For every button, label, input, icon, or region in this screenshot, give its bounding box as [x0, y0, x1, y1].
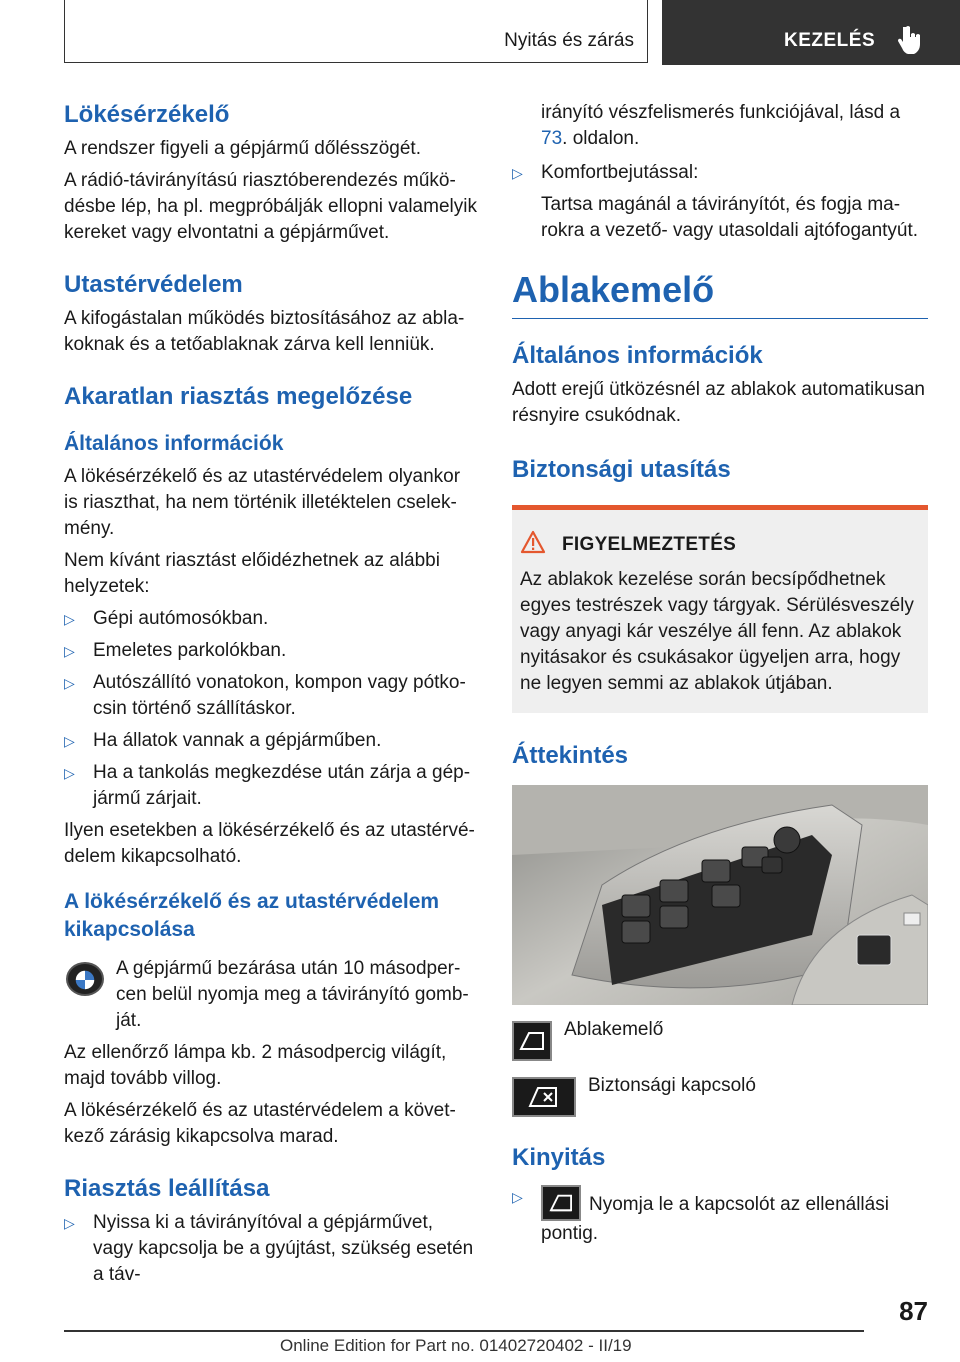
- triangle-bullet-icon: ▷: [64, 675, 75, 691]
- list-item: ▷ Ha állatok vannak a gépjárműben.: [64, 728, 478, 754]
- paragraph: A kifogástalan működés biztosításához az ablakoknak és a tetőablaknak zárva kell lenniük.: [64, 308, 465, 355]
- paragraph: Adott erejű ütközésnél az ablakok automatikusan résnyire csukódnak.: [512, 379, 925, 426]
- legend-label: Ablakemelő: [564, 1019, 664, 1040]
- window-lifter-icon: [541, 1185, 581, 1221]
- left-column: [64, 100, 478, 1294]
- heading-safety-note: Biztonsági utasítás: [512, 456, 731, 483]
- paragraph: Tartsa magánál a távirányítót, és fogja marokra a vezető- vagy utasoldali ajtófogantyút.: [541, 194, 919, 241]
- list-item: ▷ Ha a tankolás megkezdése után zárja a gépjármű zárjait.: [64, 762, 471, 809]
- triangle-bullet-icon: ▷: [64, 733, 75, 749]
- heading-avoid-false-alarm: Akaratlan riasztás megelőzése: [64, 383, 413, 410]
- safety-switch-icon: [512, 1077, 576, 1117]
- paragraph: A rendszer figyeli a gépjármű dőlésszögét.: [64, 138, 421, 159]
- edition-text: Online Edition for Part no. 01402720402 - II/19: [280, 1336, 632, 1355]
- paragraph: Nem kívánt riasztást előidézhetnek az alábbi helyzetek:: [64, 550, 440, 597]
- page-number: 87: [899, 1296, 928, 1326]
- paragraph: Az ellenőrző lámpa kb. 2 másodpercig világít, majd tovább villog.: [64, 1042, 447, 1089]
- paragraph: A gépjármű bezárása után 10 másodpercen belül nyomja meg a távirányító gombját.: [116, 958, 469, 1031]
- hand-pointer-icon: [897, 25, 923, 60]
- chapter-title: Ablakemelő: [512, 268, 928, 319]
- list-item: ▷ Autószállító vonatokon, kompon vagy pótkocsin történő szállításkor.: [64, 672, 466, 719]
- triangle-bullet-icon: ▷: [64, 1215, 75, 1231]
- heading-stop-alarm: Riasztás leállítása: [64, 1175, 270, 1202]
- heading-open: Kinyitás: [512, 1144, 606, 1171]
- triangle-bullet-icon: ▷: [64, 765, 75, 781]
- paragraph: A rádió-távirányítású riasztóberendezés működésbe lép, ha pl. megpróbálják ellopni valamelyik kereket vagy elvontatni a gépjárművet.: [64, 170, 477, 243]
- warning-box: [512, 505, 928, 713]
- continued-text: irányító vészfelismerés funkciójával, lásd a 73. oldalon.: [541, 102, 901, 149]
- list-item: ▷ Nyissa ki a távirányítóval a gépjárművet, vagy kapcsolja be a gyújtást, szükség esetén a táv-: [64, 1212, 474, 1285]
- warning-triangle-icon: [520, 530, 546, 559]
- chapter-tab-label: KEZELÉS: [784, 30, 876, 51]
- heading-deactivate: A lökésérzékelő és az utastérvédelem kikapcsolása: [64, 890, 440, 941]
- triangle-bullet-icon: ▷: [512, 165, 523, 181]
- page-link[interactable]: 73: [541, 128, 563, 149]
- heading-shock-sensor: Lökésérzékelő: [64, 101, 230, 128]
- list-item: ▷ Gépi autómosókban.: [64, 606, 478, 632]
- legend-safety-switch: [512, 1077, 928, 1117]
- heading-interior-protection: Utastérvédelem: [64, 271, 243, 298]
- warning-title: FIGYELMEZTETÉS: [562, 533, 737, 555]
- instruction-text: Nyomja le a kapcsolót az ellenállási pontig.: [541, 1194, 889, 1244]
- situation-list: [64, 606, 478, 812]
- window-lifter-icon: [512, 1021, 552, 1061]
- legend-window-lifter: [512, 1021, 928, 1061]
- comfort-list: [512, 160, 928, 244]
- warning-header: [520, 530, 920, 559]
- paragraph: A lökésérzékelő és az utastérvédelem olyankor is riaszthat, ha nem történik illetéktelen cselekmény.: [64, 466, 461, 539]
- triangle-bullet-icon: ▷: [512, 1189, 523, 1205]
- bmw-remote-icon: [64, 958, 106, 1005]
- triangle-bullet-icon: ▷: [64, 643, 75, 659]
- paragraph: A lökésérzékelő és az utastérvédelem a következő zárásig kikapcsolva marad.: [64, 1100, 456, 1147]
- chapter-tab: [662, 0, 960, 65]
- warning-text: Az ablakok kezelése során becsípődhetnek egyes testrészek vagy tárgyak. Sérülésveszély vagy anyagi kár veszélye áll fenn. Az ablakok nyitásakor és csukásakor ügyeljen arra, hogy ne legyen semmi az ablakok útjában.: [520, 569, 914, 694]
- legend-label: Biztonsági kapcsoló: [588, 1075, 756, 1096]
- heading-overview: Áttekintés: [512, 742, 629, 769]
- right-column: [512, 100, 928, 1247]
- heading-general-info: Általános információk: [64, 432, 284, 455]
- heading-general-info: Általános információk: [512, 342, 763, 369]
- list-item: ▷ Emeletes parkolókban.: [64, 638, 478, 664]
- paragraph: Ilyen esetekben a lökésérzékelő és az utastérvédelem kikapcsolható.: [64, 820, 475, 867]
- footer-divider: [64, 1330, 864, 1332]
- remote-instruction: [64, 956, 478, 1034]
- section-title: Nyitás és zárás: [504, 30, 634, 51]
- stop-alarm-list: [64, 1210, 478, 1288]
- window-switch-photo: [512, 785, 928, 1005]
- open-instruction: [512, 1185, 928, 1247]
- triangle-bullet-icon: ▷: [64, 611, 75, 627]
- list-item: ▷ Komfortbejutással: Tartsa magánál a távirányítót, és fogja marokra a vezető- vagy utasoldali ajtófogantyút.: [512, 160, 928, 244]
